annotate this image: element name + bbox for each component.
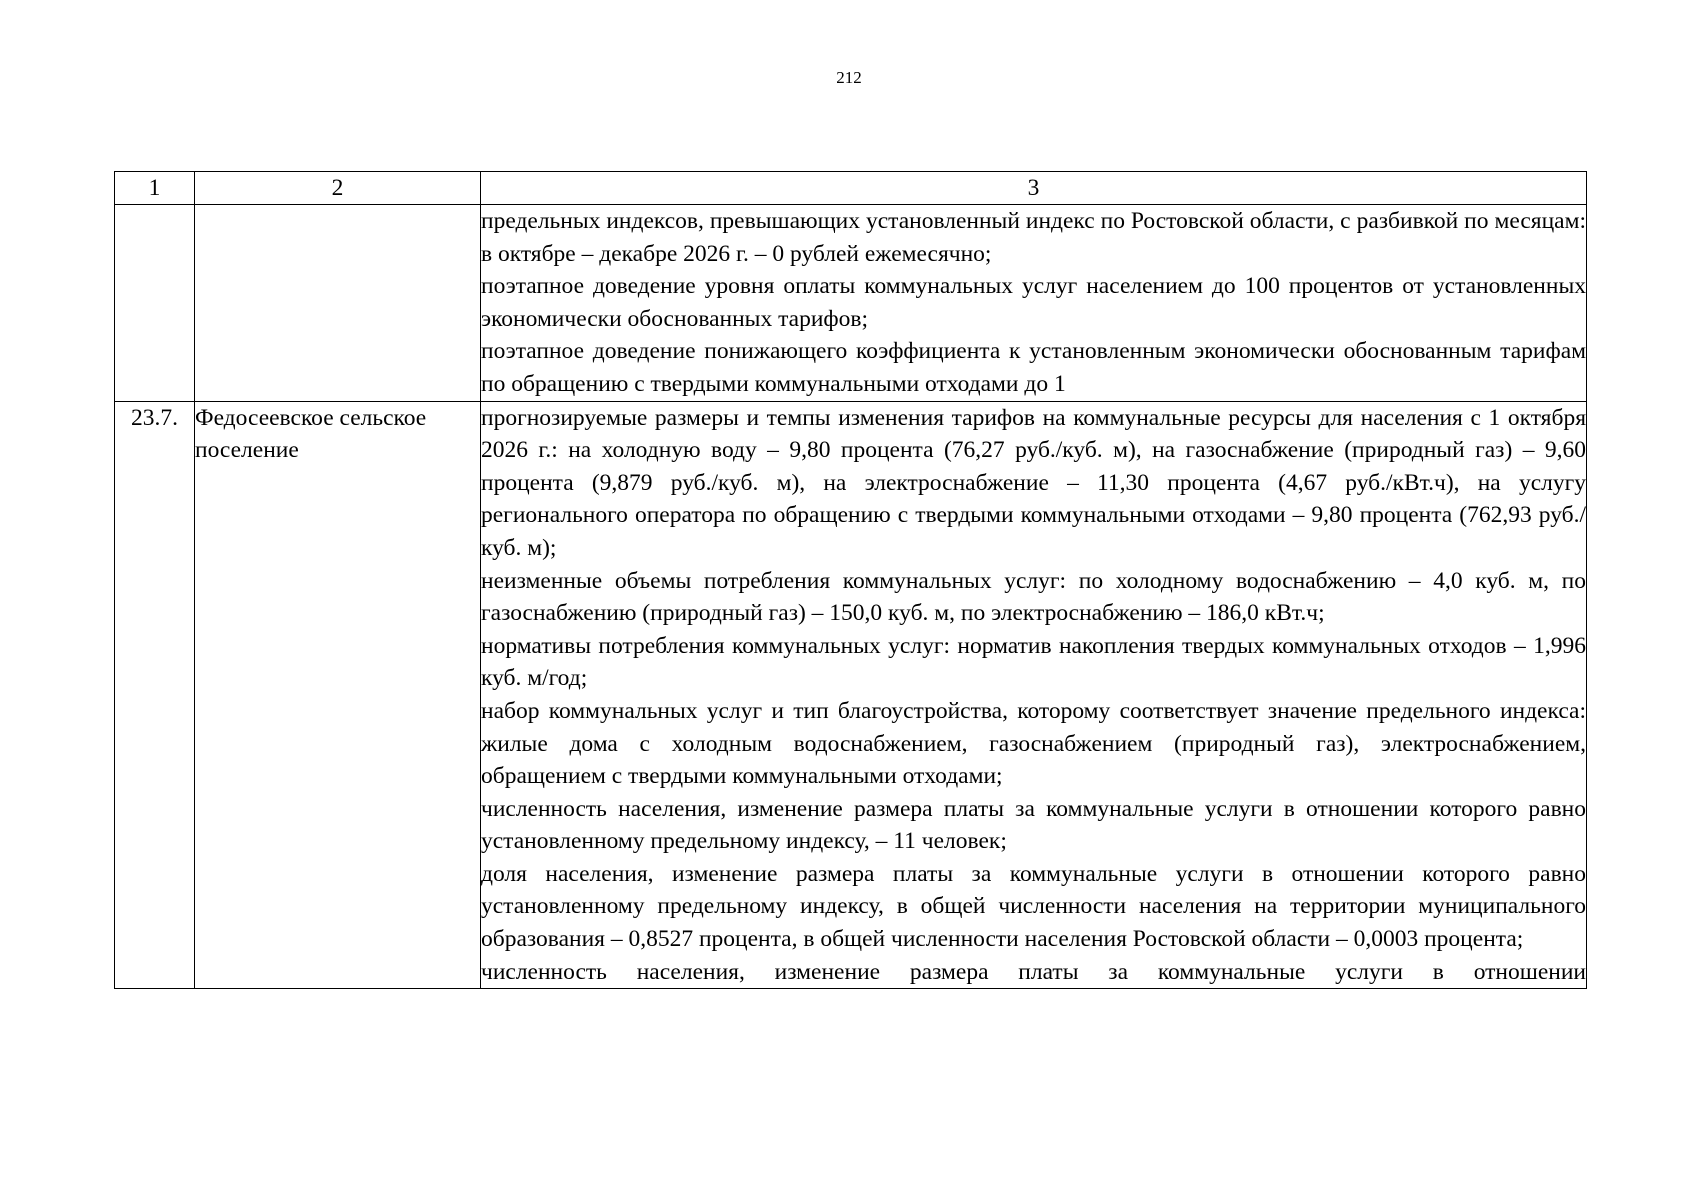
settlement-name: Федосеевское сельское поселение	[195, 401, 481, 989]
continuation-name-cell	[195, 205, 481, 402]
row-paragraph: неизменные объемы потребления коммунальных услуг: по холодному водоснабжению – 4,0 куб. м, по газоснабжению (природный газ) – 150,0 куб. м, по электроснабжению – 186,0 кВт.ч;	[481, 567, 1586, 627]
row-paragraph: прогнозируемые размеры и темпы изменения тарифов на коммунальные ресурсы для населения с 1 октября 2026 г.: на холодную воду – 9,80 процента (76,27 руб./куб. м), на газоснабжение (природный газ) – 9,60 процента (9,879 руб./куб. м), на электроснабжение – 11,30 процента (4,67 руб./кВт.ч), на услугу регионального оператора по обращению с твердыми коммунальными отходами – 9,80 процента (762,93 руб./куб. м);	[481, 404, 1586, 561]
continuation-paragraph: поэтапное доведение понижающего коэффициента к установленным экономически обоснованным тарифам по обращению с твердыми коммунальными отходами до 1	[481, 338, 1586, 397]
continuation-paragraph: предельных индексов, превышающих установленный индекс по Ростовской области, с разбивкой по месяцам: в октябре – декабре 2026 г. – 0 рублей ежемесячно;	[481, 208, 1586, 267]
row-paragraph-truncated: численность населения, изменение размера платы за коммунальные услуги в отношении	[481, 958, 1586, 985]
row-number: 23.7.	[115, 401, 195, 989]
continuation-number-cell	[115, 205, 195, 402]
row-paragraph: доля населения, изменение размера платы за коммунальные услуги в отношении которого равно установленному предельному индексу, в общей численности населения на территории муниципального образования – 0,8527 процента, в общей численности населения Ростовской области – 0,0003 процента;	[481, 860, 1586, 953]
row-paragraph: набор коммунальных услуг и тип благоустройства, которому соответствует значение предельного индекса: жилые дома с холодным водоснабжением, газоснабжением (природный газ), электроснабжением, обращением с твердыми коммунальными отходами;	[481, 697, 1586, 790]
table-header-row	[115, 172, 1587, 205]
row-paragraph: численность населения, изменение размера платы за коммунальные услуги в отношении которого равно установленному предельному индексу, – 11 человек;	[481, 795, 1586, 855]
page-number: 212	[836, 68, 862, 87]
tariff-table	[114, 171, 1587, 989]
header-col-2: 2	[195, 172, 481, 205]
row-paragraph: нормативы потребления коммунальных услуг: норматив накопления твердых коммунальных отходов – 1,996 куб. м/год;	[481, 632, 1586, 692]
table-row-continuation	[115, 205, 1587, 402]
header-col-3: 3	[481, 172, 1587, 205]
continuation-paragraph: поэтапное доведение уровня оплаты коммунальных услуг населением до 100 процентов от установленных экономически обоснованных тарифов;	[481, 273, 1586, 332]
table-row-23-7	[115, 401, 1587, 989]
header-col-1: 1	[115, 172, 195, 205]
row-text-cell	[481, 401, 1587, 989]
continuation-text-cell	[481, 205, 1587, 402]
